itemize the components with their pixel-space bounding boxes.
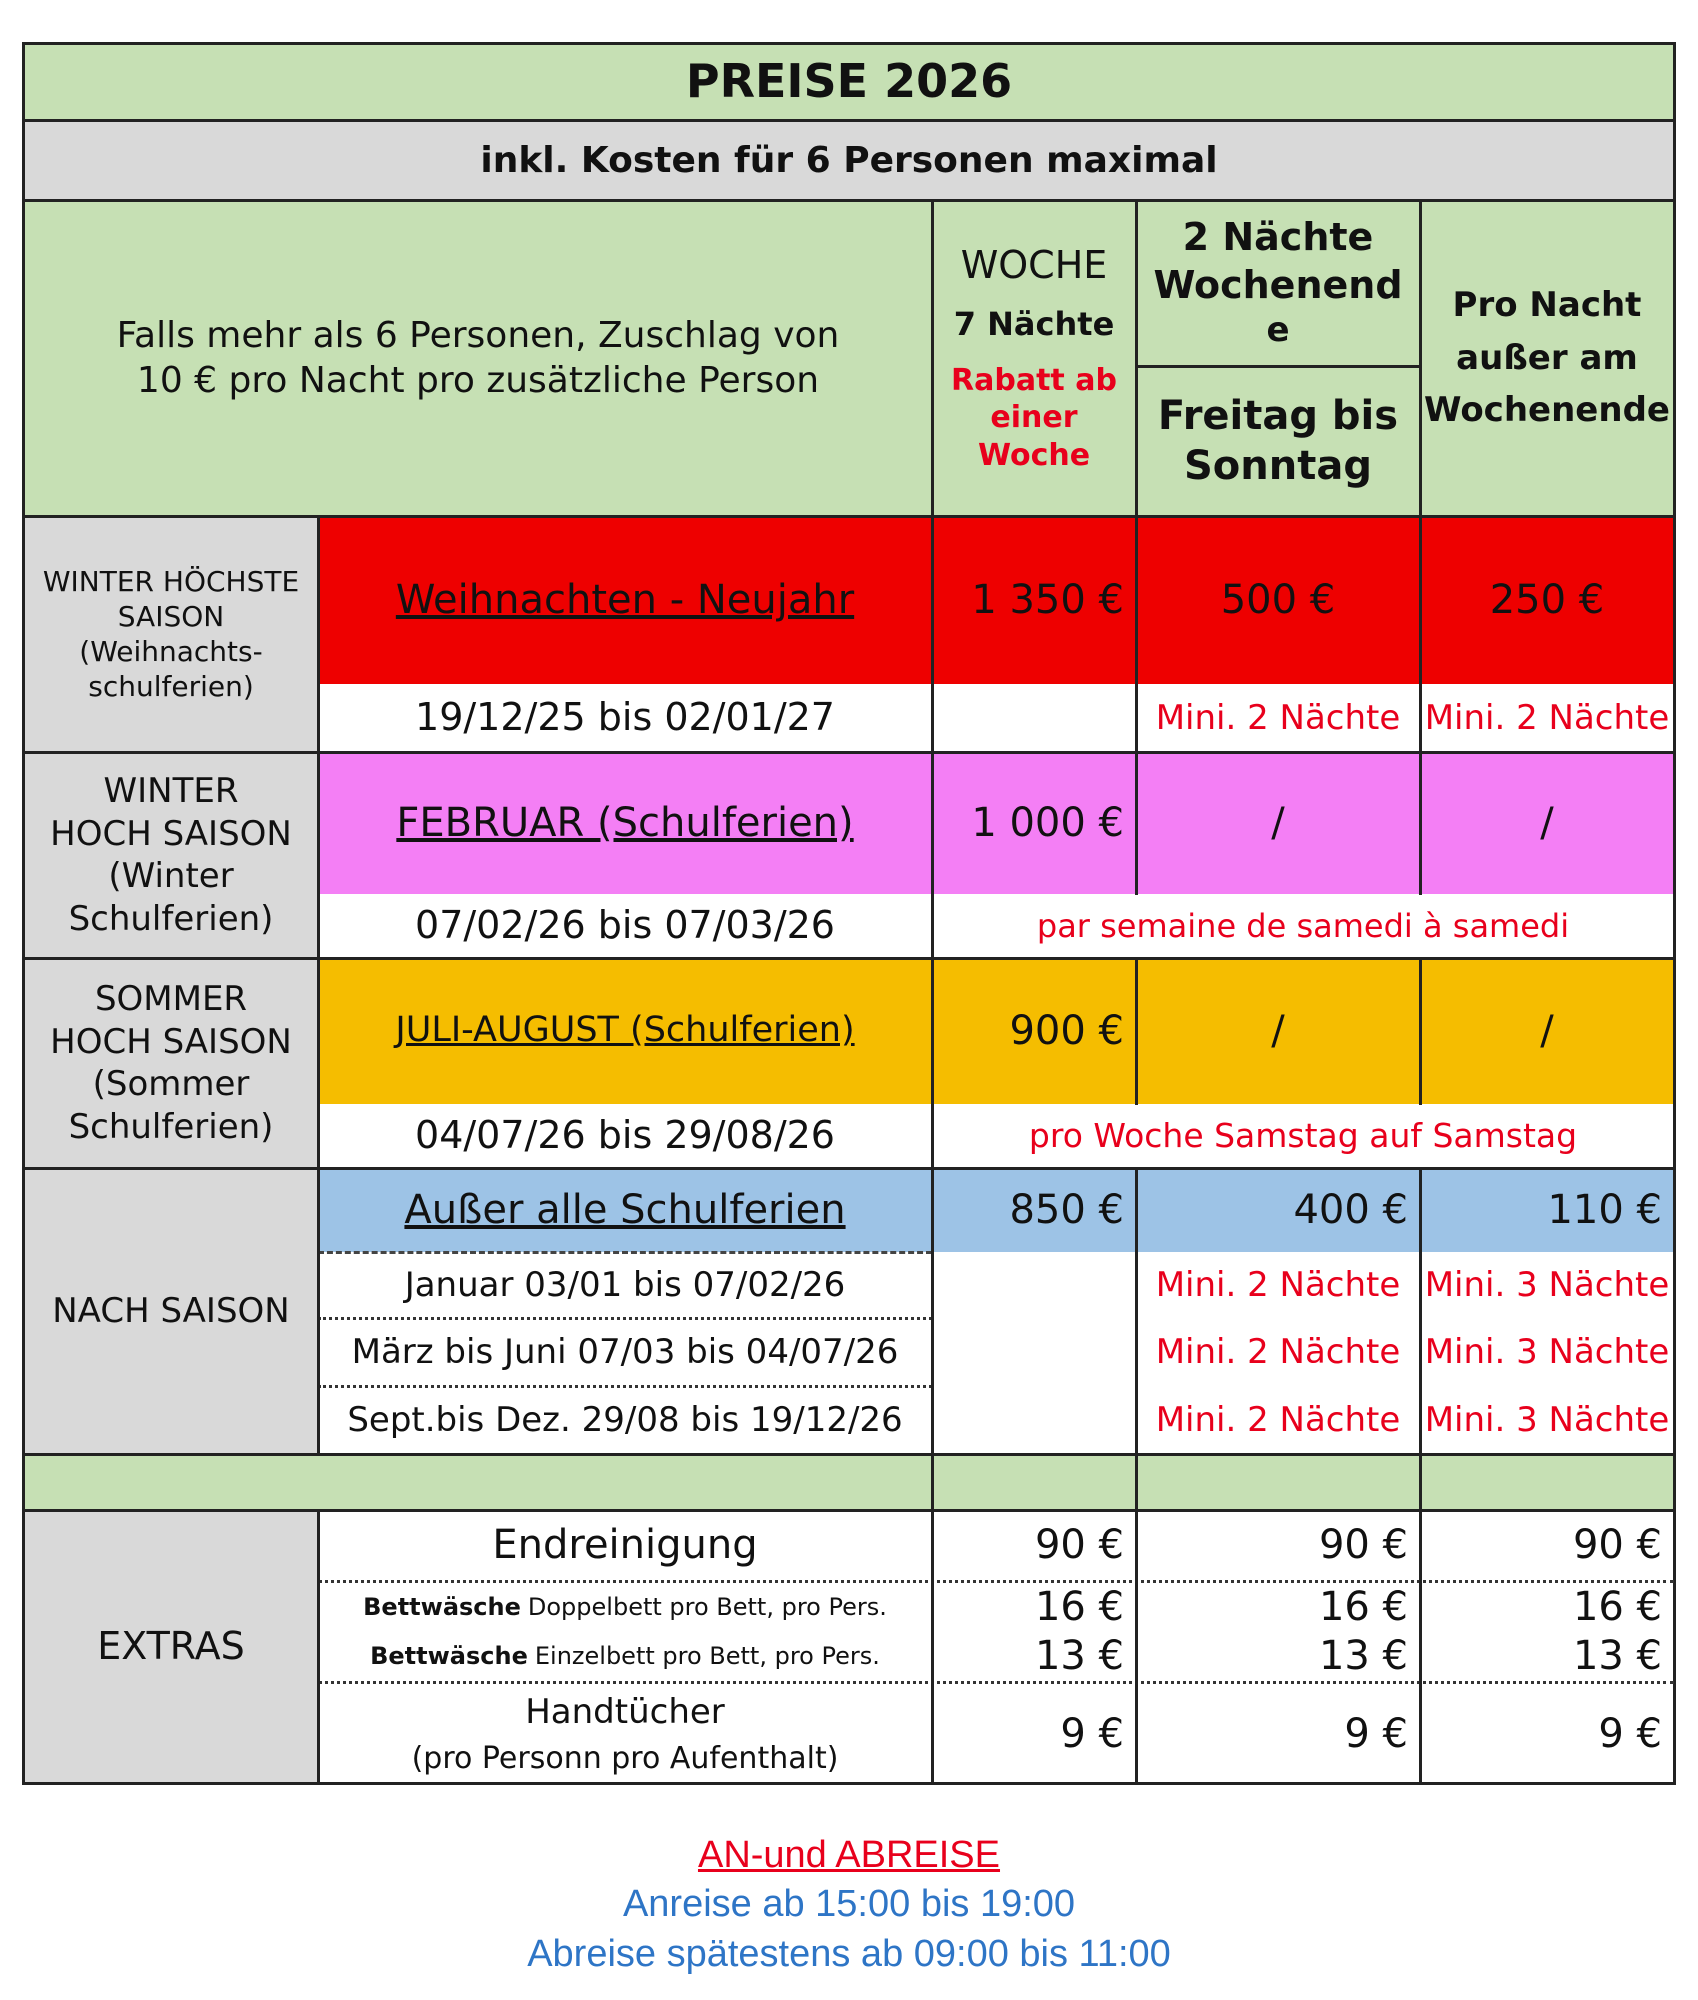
column-divider (1135, 199, 1138, 895)
header-weekend-days (1136, 366, 1420, 516)
row-divider (22, 1167, 1676, 1170)
extra-linen-single-night (1420, 1632, 1674, 1680)
season-label-line: (Sommer (92, 1064, 250, 1104)
season-label-line: WINTER HÖCHSTE (42, 565, 300, 598)
price: 90 € (1318, 1522, 1408, 1568)
price: 110 € (1547, 1187, 1662, 1233)
column-divider (1419, 199, 1422, 895)
dotted-divider (318, 1580, 1674, 1583)
min-nights: Mini. 3 Nächte (1424, 1331, 1670, 1372)
extra-label-sub: (pro Personn pro Aufenthalt) (411, 1740, 839, 1776)
price: 9 € (1344, 1711, 1408, 1757)
header-weekend-days-1: Freitag bis (1157, 393, 1399, 439)
checkin-time: Anreise ab 15:00 bis 19:00 (622, 1883, 1076, 1926)
column-divider (1419, 1167, 1422, 1784)
header-weekend-1: 2 Nächte (1182, 215, 1374, 260)
header-week-title: WOCHE (960, 243, 1108, 287)
min-nights: Mini. 3 Nächte (1424, 1264, 1670, 1305)
min-nights: Mini. 3 Nächte (1424, 1399, 1670, 1440)
extra-linen-double-label (318, 1582, 932, 1632)
season-name: Weihnachten - Neujahr (395, 577, 855, 623)
season-label-summer-high (24, 958, 318, 1168)
page-title: PREISE 2026 (685, 54, 1013, 109)
price-week-off (932, 1168, 1136, 1252)
extra-linen-double-week (932, 1582, 1136, 1632)
season-label-line: WINTER (103, 771, 239, 811)
surcharge-cell (24, 200, 932, 516)
header-pernight-3: Wochenende (1424, 390, 1670, 431)
header-weekend-3: e (1266, 310, 1290, 351)
row-divider (22, 199, 1676, 202)
extra-label: Einzelbett pro Bett, pro Pers. (534, 1642, 880, 1670)
row-divider (1136, 365, 1420, 368)
season-label-line: (Winter (108, 856, 234, 896)
off-period-dates (318, 1252, 932, 1318)
note-summer-high (932, 1104, 1674, 1168)
table-border (22, 42, 25, 1785)
arrival-title: AN-und ABREISE (697, 1833, 1001, 1876)
price-night-winter-high (1420, 752, 1674, 894)
header-weekend (1136, 200, 1420, 366)
subtitle-banner (24, 120, 1674, 200)
price: 900 € (1009, 1008, 1124, 1054)
header-pernight-2: außer am (1456, 337, 1638, 378)
off-period-night-min (1420, 1252, 1674, 1318)
table-border (22, 42, 1676, 45)
extra-cleaning-night (1420, 1510, 1674, 1580)
extra-towels-label (318, 1684, 932, 1784)
season-label-line: schulferien) (88, 670, 254, 703)
column-divider (317, 515, 320, 1455)
row-divider (22, 957, 1676, 960)
extra-towels-night (1420, 1684, 1674, 1784)
price: 400 € (1293, 1187, 1408, 1233)
arrival-section (24, 1830, 1674, 1980)
season-dates: 04/07/26 bis 29/08/26 (415, 1113, 835, 1158)
extra-cleaning-weekend (1136, 1510, 1420, 1580)
price-week-winter-high (932, 752, 1136, 894)
price: 250 € (1489, 577, 1605, 623)
column-divider (931, 199, 934, 1784)
season-label-line: Schulferien) (68, 898, 274, 939)
period-dates: Januar 03/01 bis 07/02/26 (404, 1264, 846, 1305)
season-label-winter-high (24, 752, 318, 958)
empty-week-winter-peak (932, 684, 1136, 752)
min-nights: Mini. 2 Nächte (1155, 1264, 1401, 1305)
price-night-off (1420, 1168, 1674, 1252)
extra-linen-single-weekend (1136, 1632, 1420, 1680)
dates-winter-peak (318, 684, 932, 752)
season-label-line: HOCH SAISON (50, 1021, 292, 1062)
season-note: pro Woche Samstag auf Samstag (1028, 1116, 1578, 1156)
extra-towels-weekend (1136, 1684, 1420, 1784)
season-name-off (318, 1168, 932, 1252)
row-divider (22, 515, 1676, 518)
header-week (932, 200, 1136, 516)
table-border (22, 1782, 1676, 1785)
price: 500 € (1220, 577, 1336, 623)
column-divider (317, 1509, 320, 1784)
column-divider (1135, 957, 1138, 1105)
row-divider (22, 751, 1676, 754)
dotted-divider (318, 1317, 932, 1320)
extra-linen-double-night (1420, 1582, 1674, 1632)
off-period-dates (318, 1386, 932, 1454)
season-label-line: Schulferien) (68, 1106, 274, 1147)
header-weekend-2: Wochenend (1153, 262, 1403, 307)
price-weekend-summer-high (1136, 958, 1420, 1104)
surcharge-text-2: 10 € pro Nacht pro zusätzliche Person (136, 360, 820, 401)
season-label-off (24, 1168, 318, 1454)
season-label-winter-peak (24, 516, 318, 752)
season-name: FEBRUAR (Schulferien) (396, 800, 854, 846)
extra-label: Doppelbett pro Bett, pro Pers. (527, 1593, 887, 1621)
extra-cleaning-week (932, 1510, 1136, 1580)
season-label-line: SOMMER (94, 979, 248, 1019)
price-week-winter-peak (932, 516, 1136, 684)
season-note: par semaine de samedi à samedi (1036, 907, 1570, 945)
header-pernight-1: Pro Nacht (1452, 284, 1642, 325)
price: 16 € (1318, 1584, 1408, 1630)
extras-label: EXTRAS (97, 1624, 245, 1669)
header-week-discount-3: Woche (977, 437, 1091, 473)
min-night-winter-peak (1420, 684, 1674, 752)
note-winter-high (932, 894, 1674, 958)
season-label-line: HOCH SAISON (50, 813, 292, 854)
period-dates: Sept.bis Dez. 29/08 bis 19/12/26 (347, 1399, 903, 1440)
price: 13 € (1034, 1633, 1124, 1679)
extra-linen-single-label (318, 1632, 932, 1680)
price-night-winter-peak (1420, 516, 1674, 684)
dotted-divider (318, 1385, 932, 1388)
price: 1 000 € (971, 800, 1124, 846)
price: 16 € (1034, 1584, 1124, 1630)
dotted-divider (318, 1251, 932, 1254)
extras-label-cell (24, 1510, 318, 1784)
row-divider (22, 119, 1676, 122)
surcharge-text-1: Falls mehr als 6 Personen, Zuschlag von (116, 315, 840, 356)
extra-cleaning-label (318, 1510, 932, 1580)
table-border (1673, 42, 1676, 1785)
price: 9 € (1060, 1711, 1124, 1757)
price-week-summer-high (932, 958, 1136, 1104)
column-divider (1135, 1167, 1138, 1784)
min-nights: Mini. 2 Nächte (1155, 697, 1401, 738)
off-period-weekend-min (1136, 1252, 1420, 1318)
extra-label-bold: Bettwäsche (363, 1593, 521, 1621)
extra-label-bold: Bettwäsche (370, 1642, 528, 1670)
season-dates: 19/12/25 bis 02/01/27 (415, 695, 835, 740)
extra-linen-single-week (932, 1632, 1136, 1680)
price: / (1540, 800, 1554, 846)
checkout-time: Abreise spätestens ab 09:00 bis 11:00 (527, 1932, 1171, 1975)
min-nights: Mini. 2 Nächte (1424, 697, 1670, 738)
off-period-night-min (1420, 1386, 1674, 1454)
dates-summer-high (318, 1104, 932, 1168)
season-name: Außer alle Schulferien (404, 1187, 846, 1233)
season-label-line: SAISON (117, 600, 225, 633)
season-name-winter-high (318, 752, 932, 894)
period-dates: März bis Juni 07/03 bis 04/07/26 (351, 1331, 899, 1372)
row-divider (22, 1509, 1676, 1512)
price: 1 350 € (971, 577, 1124, 623)
price: 850 € (1009, 1187, 1124, 1233)
season-name-summer-high (318, 958, 932, 1104)
price: 90 € (1572, 1522, 1662, 1568)
extra-label: Handtücher (525, 1692, 725, 1732)
extra-linen-double-weekend (1136, 1582, 1420, 1632)
season-name: JULI-AUGUST (Schulferien) (395, 1010, 855, 1051)
off-period-weekend-min (1136, 1318, 1420, 1386)
row-divider (22, 1453, 1676, 1456)
header-weekend-days-2: Sonntag (1184, 443, 1372, 489)
spacer-row (24, 1454, 1674, 1510)
price: 16 € (1572, 1584, 1662, 1630)
dotted-divider (318, 1681, 1674, 1684)
price-weekend-off (1136, 1168, 1420, 1252)
extra-towels-week (932, 1684, 1136, 1784)
price-weekend-winter-peak (1136, 516, 1420, 684)
off-period-weekend-min (1136, 1386, 1420, 1454)
header-week-discount-1: Rabatt ab (951, 362, 1117, 398)
price: / (1540, 1008, 1554, 1054)
price: 13 € (1572, 1633, 1662, 1679)
header-week-nights: 7 Nächte (953, 304, 1115, 343)
off-period-night-min (1420, 1318, 1674, 1386)
extra-label: Endreinigung (492, 1522, 758, 1568)
min-nights: Mini. 2 Nächte (1155, 1399, 1401, 1440)
season-label-line: (Weihnachts- (79, 635, 263, 668)
season-dates: 07/02/26 bis 07/03/26 (415, 903, 835, 948)
title-banner (24, 44, 1674, 120)
min-nights: Mini. 2 Nächte (1155, 1331, 1401, 1372)
price: 90 € (1034, 1522, 1124, 1568)
season-name-winter-peak (318, 516, 932, 684)
off-period-dates (318, 1318, 932, 1386)
min-weekend-winter-peak (1136, 684, 1420, 752)
price-night-summer-high (1420, 958, 1674, 1104)
header-pernight (1420, 200, 1674, 516)
price: 13 € (1318, 1633, 1408, 1679)
price: 9 € (1598, 1711, 1662, 1757)
season-label-line: NACH SAISON (52, 1290, 290, 1331)
column-divider (1419, 957, 1422, 1105)
price: / (1271, 800, 1285, 846)
page-subtitle: inkl. Kosten für 6 Personen maximal (480, 139, 1218, 181)
price: / (1271, 1008, 1285, 1054)
dates-winter-high (318, 894, 932, 958)
header-week-discount-2: einer (990, 400, 1078, 435)
price-weekend-winter-high (1136, 752, 1420, 894)
